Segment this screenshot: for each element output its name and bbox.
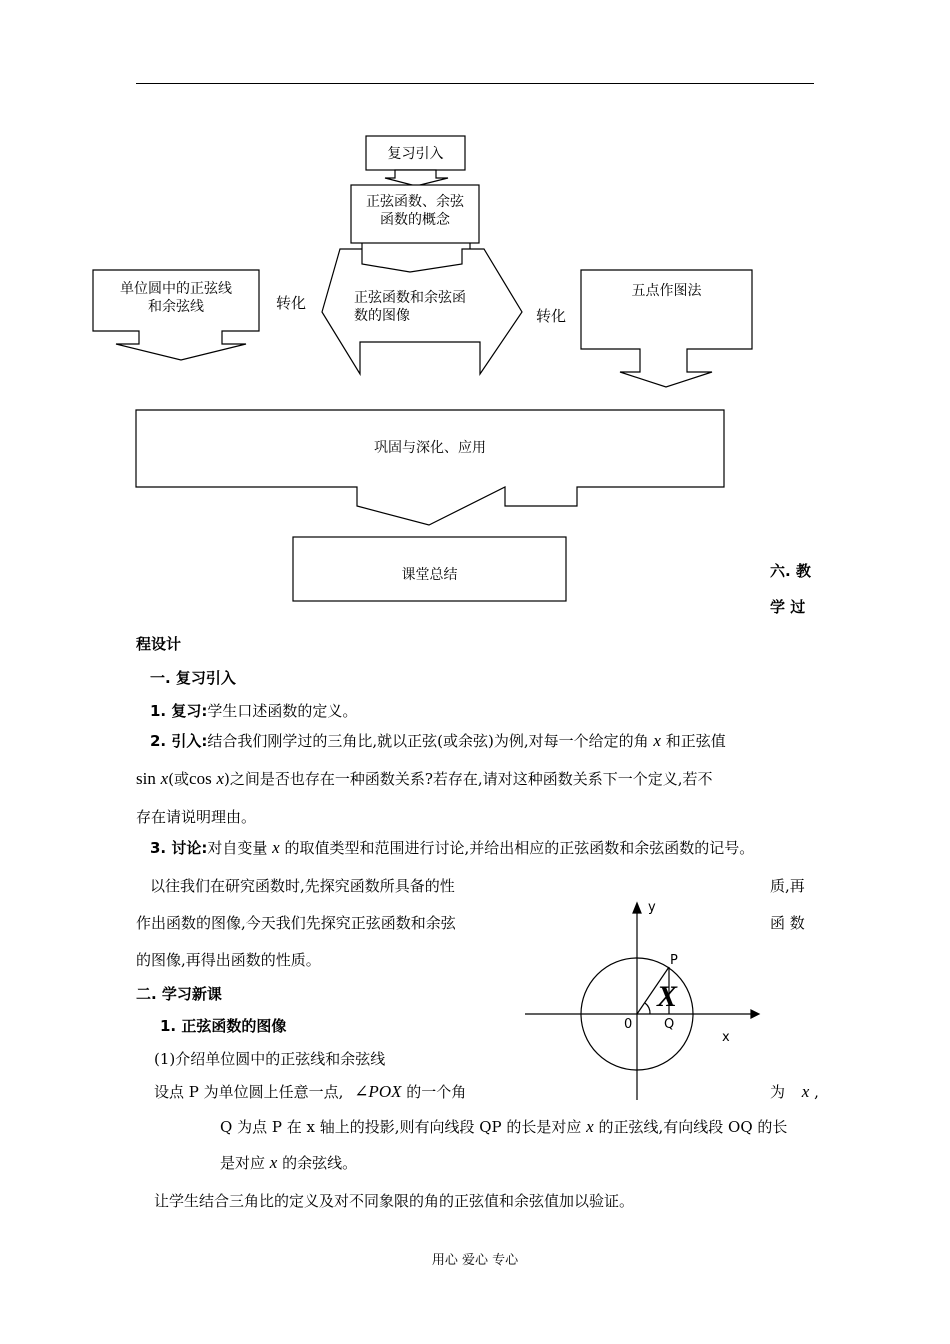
section-2-title: 二. 学习新课 [136, 985, 222, 1003]
y-axis-arrowhead [633, 903, 641, 913]
review-label: 1. 复习: [150, 702, 208, 720]
angle-pox: ∠POX [354, 1082, 402, 1101]
x-axis-label: x [722, 1030, 730, 1045]
cos-symbol: cos [189, 769, 212, 788]
and-sine-text: 和正弦值 [665, 732, 726, 750]
var-x: x [801, 1082, 810, 1101]
para-line-1a: 以往我们在研究函数时,先探究函数所具备的性 [150, 877, 455, 895]
graph-label-line1: 正弦函数和余弦函 [354, 290, 466, 306]
verify-line: 让学生结合三角比的定义及对不同象限的角的正弦值和余弦值加以验证。 [154, 1192, 635, 1210]
intro-line-1 [150, 731, 726, 751]
r-text-a: 是对应 [220, 1154, 266, 1172]
heading-part2: 学 过 [770, 598, 806, 616]
angle-x-label: X [657, 980, 678, 1013]
page-footer: 用心 爱心 专心 [431, 1253, 519, 1268]
heading-part3: 程设计 [136, 635, 182, 653]
point-p-label: P [670, 953, 678, 968]
para-line-3: 的图像,再得出函数的性质。 [136, 951, 321, 969]
consolidate-label: 巩固与深化、应用 [374, 440, 486, 456]
angle-arc [645, 1003, 650, 1014]
or-open: (或 [168, 770, 190, 788]
sine-graph-subtitle: 1. 正弦函数的图像 [160, 1017, 287, 1035]
sin-symbol: sin [136, 769, 156, 788]
review-paragraph [150, 701, 357, 721]
point-q-label: Q [664, 1017, 675, 1032]
set-point-text-2: 的一个角 [406, 1083, 467, 1101]
unit-circle-label-line1: 单位圆中的正弦线 [120, 281, 232, 297]
review-intro-label: 复习引入 [387, 146, 444, 162]
para-line-1b: 质,再 [770, 877, 805, 895]
concept-label-line2: 函数的概念 [380, 212, 450, 228]
r-text-b: 的余弦线。 [282, 1154, 358, 1172]
set-point-wei: 为 [770, 1083, 786, 1101]
summary-label: 课堂总结 [401, 567, 458, 583]
intro-label: 2. 引入: [150, 732, 208, 750]
intro-text: 结合我们刚学过的三角比,就以正弦(或余弦)为例,对每一个给定的角 [207, 732, 649, 750]
convert-right-label: 转化 [536, 307, 567, 325]
para-line-2b: 函 数 [770, 914, 805, 932]
cosine-line [220, 1153, 357, 1173]
review-text: 学生口述函数的定义。 [207, 702, 358, 720]
q-text-a: Q 为点 P 在 x 轴上的投影,则有向线段 QP 的长是对应 [220, 1118, 582, 1136]
intro-line-2 [136, 769, 712, 789]
set-point-text: 设点 P 为单位圆上任意一点, [154, 1083, 344, 1101]
set-point-tail [770, 1082, 819, 1102]
discuss-post: 的取值类型和范围进行讨论,并给出相应的正弦函数和余弦函数的记号。 [284, 839, 755, 857]
intro-line-3: 存在请说明理由。 [136, 808, 257, 826]
arrow-review-down [385, 170, 448, 186]
item-1-text: (1)介绍单位圆中的正弦线和余弦线 [154, 1050, 386, 1068]
section-1-title: 一. 复习引入 [150, 669, 236, 687]
var-x: x [216, 769, 225, 788]
var-x: x [586, 1117, 594, 1136]
var-x: x [653, 731, 661, 750]
intro-line2-rest: )之间是否也存在一种函数关系?若存在,请对这种函数关系下一个定义,若不 [224, 770, 713, 788]
y-axis-label: y [648, 900, 656, 915]
x-axis-arrowhead [751, 1010, 759, 1018]
q-projection-line [220, 1117, 787, 1137]
origin-label: 0 [624, 1017, 633, 1032]
graph-label-line2: 数的图像 [354, 308, 410, 324]
set-point-line [154, 1082, 466, 1102]
discuss-pre: 对自变量 [207, 839, 268, 857]
discuss-label: 3. 讨论: [150, 839, 208, 857]
convert-left-label: 转化 [276, 294, 307, 312]
var-x: x [272, 838, 280, 857]
unit-circle-figure [515, 895, 775, 1110]
q-text-b: 的正弦线,有向线段 OQ 的长 [598, 1118, 788, 1136]
var-x: x [160, 769, 169, 788]
var-x: x [269, 1153, 278, 1172]
discuss-paragraph [150, 838, 754, 858]
concept-label-line1: 正弦函数、余弦 [366, 194, 464, 210]
heading-part1: 六. 教 [770, 562, 811, 580]
para-line-2a: 作出函数的图像,今天我们先探究正弦函数和余弦 [136, 914, 456, 932]
unit-circle-label-line2: 和余弦线 [148, 299, 204, 315]
five-point-label: 五点作图法 [631, 283, 702, 299]
box-consolidate-arrow [136, 410, 724, 525]
set-point-comma: , [814, 1083, 819, 1101]
